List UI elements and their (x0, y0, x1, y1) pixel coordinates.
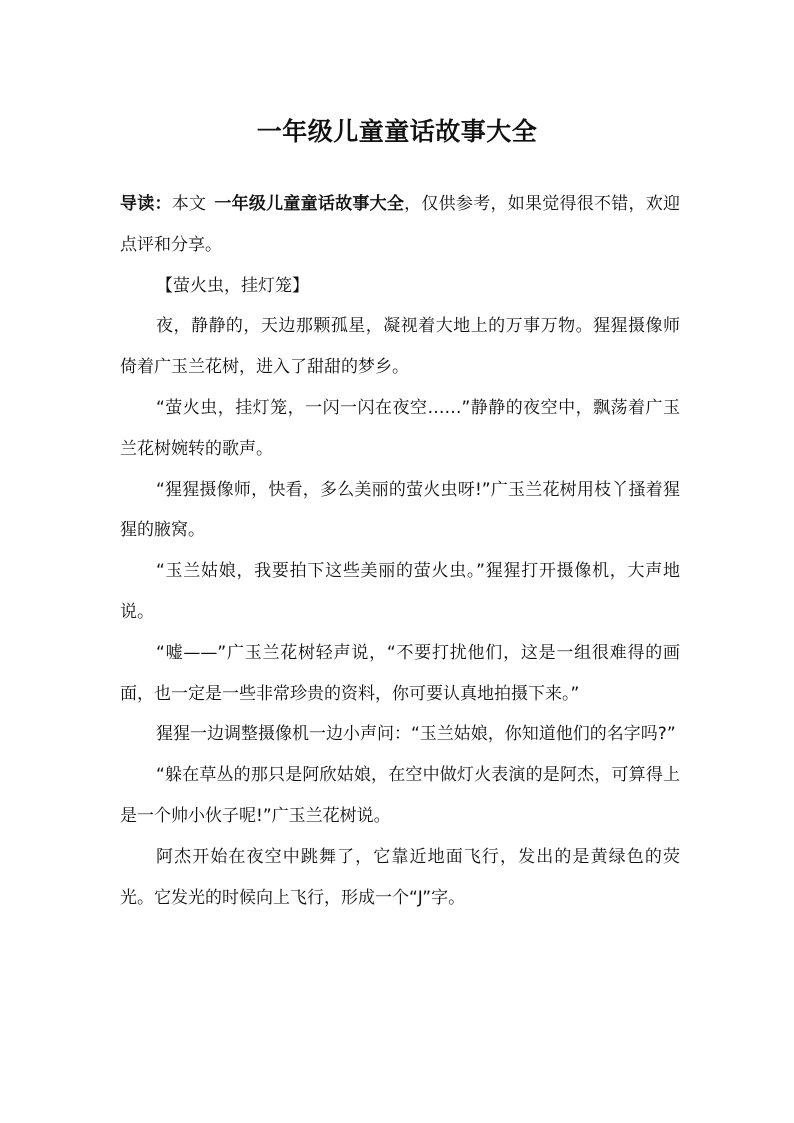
story-paragraph: 阿杰开始在夜空中跳舞了，它靠近地面飞行，发出的是黄绿色的荧光。它发光的时候向上飞行，形成一个“J”字。 (120, 846, 680, 908)
story-paragraph: “猩猩摄像师，快看，多么美丽的萤火虫呀!”广玉兰花树用枝丫搔着猩猩的腋窝。 (120, 479, 680, 541)
story-paragraph: “嘘——”广玉兰花树轻声说，“不要打扰他们，这是一组很难得的画面，也一定是一些非常珍贵的资料，你可要认真地拍摄下来。” (120, 642, 680, 704)
intro-label: 导读： (120, 194, 172, 214)
intro-paragraph (120, 184, 680, 266)
document-body (120, 184, 680, 918)
document-title: 一年级儿童童话故事大全 (256, 117, 538, 146)
story-paragraph: 夜，静静的，天边那颗孤星，凝视着大地上的万事万物。猩猩摄像师倚着广玉兰花树，进入了甜甜的梦乡。 (120, 316, 680, 378)
story-paragraph: 猩猩一边调整摄像机一边小声问：“玉兰姑娘，你知道他们的名字吗?” (156, 724, 676, 745)
intro-bold-title: 一年级儿童童话故事大全 (214, 194, 405, 214)
story-paragraph: “萤火虫，挂灯笼，一闪一闪在夜空……”静静的夜空中，飘荡着广玉兰花树婉转的歌声。 (120, 397, 680, 459)
intro-suffix: ，仅供参考，如果觉得很不错，欢迎点评和分享。 (120, 194, 681, 255)
story-paragraph: “玉兰姑娘，我要拍下这些美丽的萤火虫。”猩猩打开摄像机，大声地说。 (120, 561, 680, 622)
intro-prefix: 本文 (171, 194, 207, 214)
section-heading: 【萤火虫，挂灯笼】 (156, 275, 309, 296)
story-paragraph: “躲在草丛的那只是阿欣姑娘，在空中做灯火表演的是阿杰，可算得上是一个帅小伙子呢!”广玉兰花树说。 (120, 765, 680, 826)
